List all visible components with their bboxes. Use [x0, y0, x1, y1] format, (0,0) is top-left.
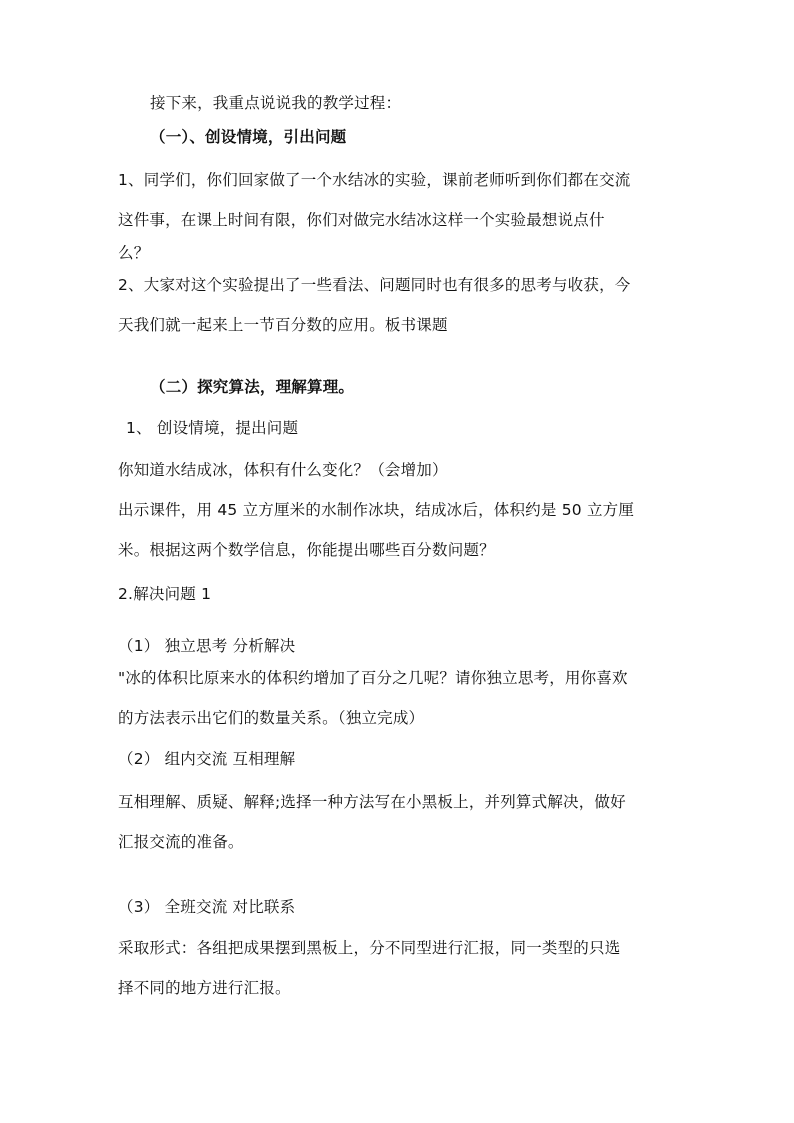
substep1-title: （1） 独立思考 分析解决	[118, 637, 296, 655]
substep3-title: （3） 全班交流 对比联系	[118, 898, 296, 916]
paragraph2-line2: 天我们就一起来上一节百分数的应用。板书课题	[118, 316, 448, 334]
substep2-title: （2） 组内交流 互相理解	[118, 750, 296, 768]
paragraph3-line2: 米。根据这两个数学信息，你能提出哪些百分数问题？	[118, 541, 495, 559]
question-text: 你知道水结成冰，体积有什么变化？（会增加）	[118, 461, 448, 479]
substep3-line1: 采取形式：各组把成果摆到黑板上，分不同型进行汇报，同一类型的只选	[118, 939, 621, 957]
paragraph1-line3: 么？	[118, 244, 150, 262]
paragraph1-line1: 1、同学们，你们回家做了一个水结冰的实验，课前老师听到你们都在交流	[118, 171, 631, 189]
step1-title: 1、 创设情境，提出问题	[126, 419, 299, 437]
substep2-line1: 互相理解、质疑、解释;选择一种方法写在小黑板上，并列算式解决，做好	[118, 793, 626, 811]
section2-heading: （二）探究算法，理解算理。	[150, 378, 355, 396]
intro-text: 接下来，我重点说说我的教学过程：	[150, 94, 402, 112]
paragraph2-line1: 2、大家对这个实验提出了一些看法、问题同时也有很多的思考与收获，今	[118, 276, 631, 294]
substep1-line2: 的方法表示出它们的数量关系。（独立完成）	[118, 709, 425, 727]
substep1-line1: "冰的体积比原来水的体积约增加了百分之几呢？请你独立思考，用你喜欢	[118, 669, 628, 687]
section1-heading: （一）、创设情境，引出问题	[150, 128, 347, 146]
substep2-line2: 汇报交流的准备。	[118, 833, 244, 851]
paragraph3-line1: 出示课件，用 45 立方厘米的水制作冰块，结成冰后，体积约是 50 立方厘	[118, 501, 635, 519]
step2-title: 2.解决问题 1	[118, 585, 212, 603]
substep3-line2: 择不同的地方进行汇报。	[118, 979, 291, 997]
paragraph1-line2: 这件事，在课上时间有限，你们对做完水结冰这样一个实验最想说点什	[118, 211, 605, 229]
